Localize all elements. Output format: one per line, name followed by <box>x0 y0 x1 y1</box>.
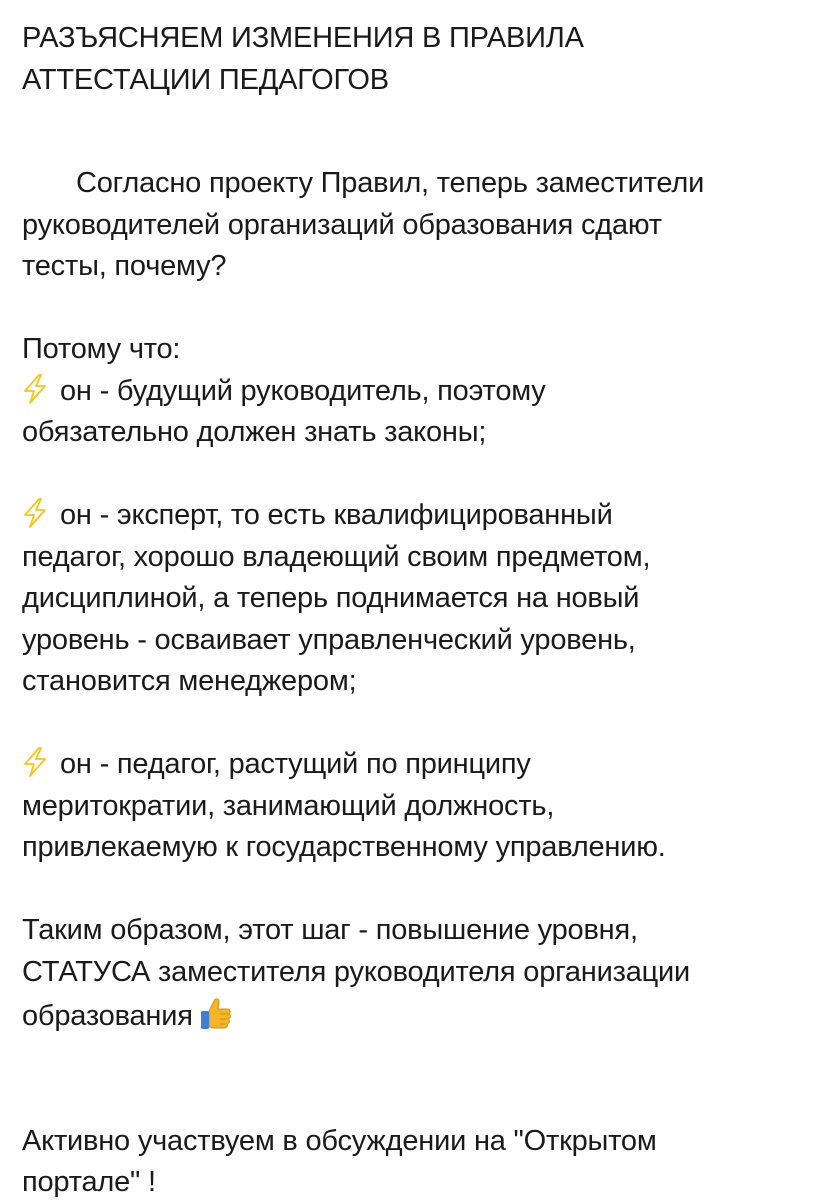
intro-paragraph <box>22 163 812 288</box>
post-title-line-1: РАЗЪЯСНЯЕМ ИЗМЕНЕНИЯ В ПРАВИЛА <box>22 22 584 54</box>
lightning-icon <box>22 498 48 528</box>
point-2-line-1: он - эксперт, то есть квалифицированный <box>60 499 613 531</box>
intro-line-2: руководителей организаций образования сдают <box>22 208 662 241</box>
point-3-line-3: привлекаемую к государственному управлению. <box>22 831 666 863</box>
point-3 <box>22 744 812 869</box>
cta-line-2: портале" ! <box>22 1166 156 1198</box>
cta-paragraph <box>22 1121 812 1204</box>
point-2 <box>22 495 812 703</box>
intro-line-3: тесты, почему? <box>22 250 227 282</box>
point-2-line-4: уровень - осваивает управленческий уровень, <box>22 623 636 656</box>
cta-line-1: Активно участвуем в обсуждении на "Открытом <box>22 1124 657 1157</box>
lightning-icon <box>22 374 48 404</box>
post-content <box>22 18 812 1204</box>
point-3-line-2: меритократии, занимающий должность, <box>22 789 555 822</box>
point-3-line-1: он - педагог, растущий по принципу <box>60 748 531 780</box>
conclusion-paragraph <box>22 910 812 1038</box>
point-1 <box>22 371 812 454</box>
lightning-icon <box>22 747 48 777</box>
point-2-line-2: педагог, хорошо владеющий своим предметом, <box>22 540 651 573</box>
post-title <box>22 18 812 101</box>
point-2-line-3: дисциплиной, а теперь поднимается на новый <box>22 582 640 614</box>
because-label: Потому что: <box>22 333 181 365</box>
intro-line-1: Согласно проекту Правил, теперь заместители <box>76 167 705 199</box>
point-1-line-1: он - будущий руководитель, поэтому <box>60 374 546 407</box>
conclusion-line-1: Таким образом, этот шаг - повышение уровня, <box>22 914 638 946</box>
point-2-line-5: становится менеджером; <box>22 665 357 697</box>
post-title-line-2: АТТЕСТАЦИИ ПЕДАГОГОВ <box>22 63 389 96</box>
conclusion-line-2: СТАТУСА заместителя руководителя организации <box>22 955 691 988</box>
point-1-line-2: обязательно должен знать законы; <box>22 416 487 448</box>
conclusion-line-3: образования <box>22 1000 193 1032</box>
thumbs-up-icon <box>195 993 235 1033</box>
